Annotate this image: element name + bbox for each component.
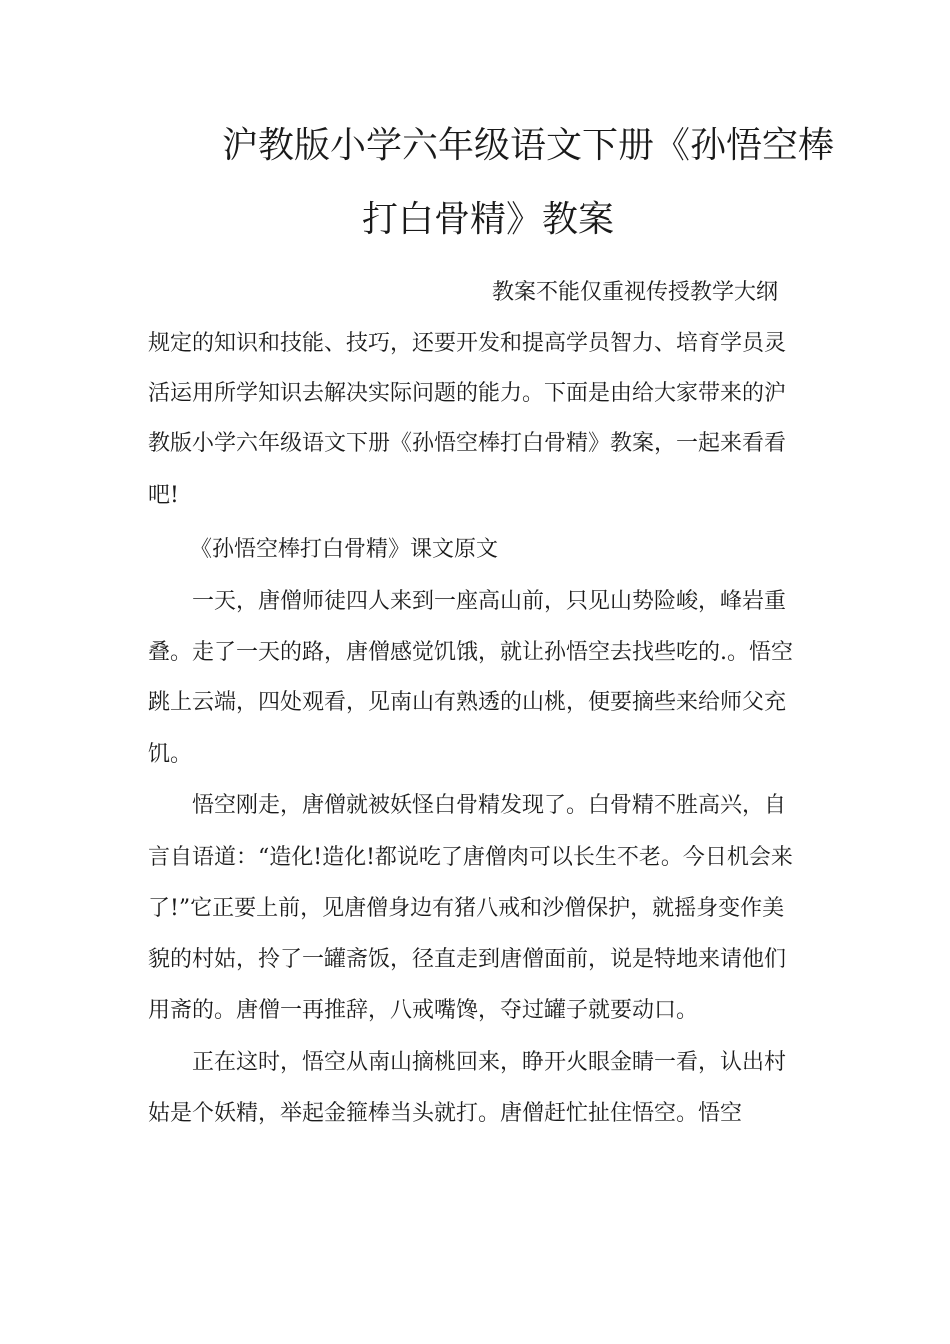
paragraph-line: 吧! — [148, 483, 179, 508]
paragraph-line: 叠。走了一天的路，唐僧感觉饥饿，就让孙悟空去找些吃的.。悟空 — [148, 640, 793, 665]
paragraph-line: 活运用所学知识去解决实际问题的能力。下面是由给大家带来的沪 — [148, 381, 787, 406]
paragraph-line: 饥。 — [148, 742, 193, 767]
paragraph-line: 悟空刚走，唐僧就被妖怪白骨精发现了。白骨精不胜高兴，自 — [192, 793, 787, 818]
paragraph-line: 了!”它正要上前，见唐僧身边有猪八戒和沙僧保护，就摇身变作美 — [148, 896, 785, 921]
paragraph-line: 跳上云端，四处观看，见南山有熟透的山桃，便要摘些来给师父充 — [148, 690, 787, 715]
paragraph-line: 用斋的。唐僧一再推辞，八戒嘴馋，夺过罐子就要动口。 — [148, 998, 699, 1023]
section-heading: 《孙悟空棒打白骨精》课文原文 — [190, 537, 499, 562]
document-title-line-1: 沪教版小学六年级语文下册《孙悟空棒 — [222, 125, 835, 166]
paragraph-line: 规定的知识和技能、技巧，还要开发和提高学员智力、培育学员灵 — [148, 331, 787, 356]
paragraph-line: 教版小学六年级语文下册《孙悟空棒打白骨精》教案，一起来看看 — [148, 431, 787, 456]
paragraph-line: 一天，唐僧师徒四人来到一座高山前，只见山势险峻，峰岩重 — [192, 589, 787, 614]
paragraph-line: 正在这时，悟空从南山摘桃回来，睁开火眼金睛一看，认出村 — [192, 1050, 787, 1075]
document-title-line-2: 打白骨精》教案 — [362, 199, 615, 240]
paragraph-line: 教案不能仅重视传授教学大纲 — [492, 280, 779, 305]
paragraph-line: 貌的村姑，拎了一罐斋饭，径直走到唐僧面前，说是特地来请他们 — [148, 947, 787, 972]
paragraph-line: 姑是个妖精，举起金箍棒当头就打。唐僧赶忙扯住悟空。悟空 — [148, 1101, 743, 1126]
paragraph-line: 言自语道：“造化!造化!都说吃了唐僧肉可以长生不老。今日机会来 — [148, 845, 793, 870]
